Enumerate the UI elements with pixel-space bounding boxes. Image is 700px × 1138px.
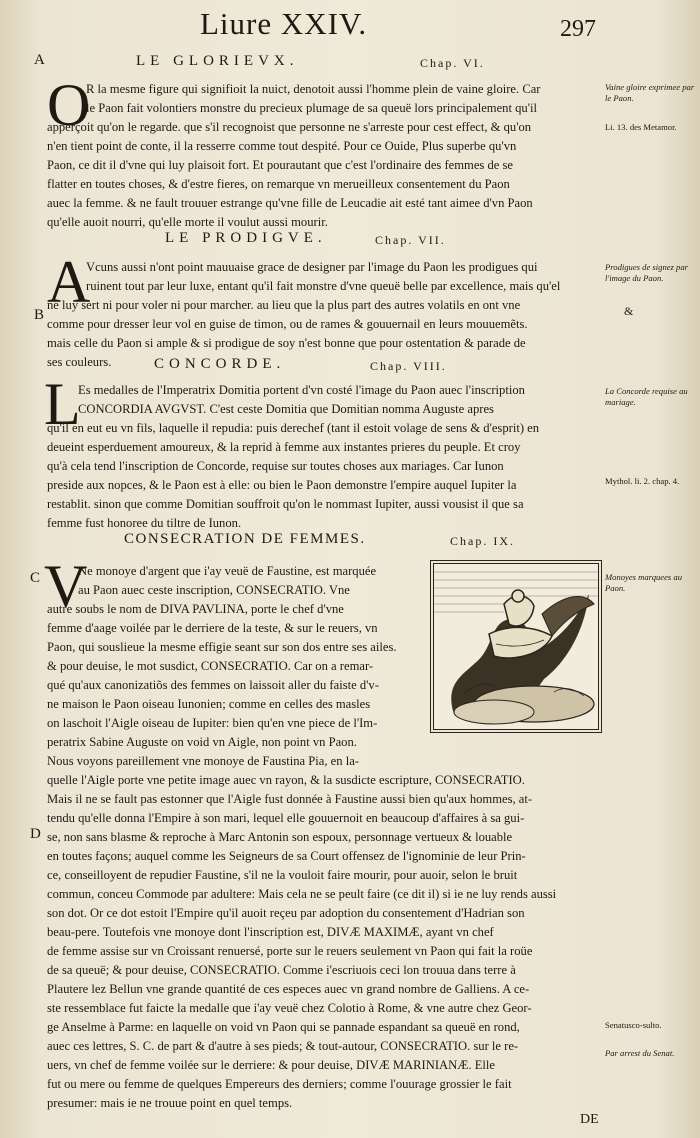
text-line: Ne monoye d'argent que i'ay veuë de Faustine, est marquée (78, 564, 377, 578)
marginal-note: Prodigues de signez par l'image du Paon. (605, 262, 688, 283)
text-line: ne maison le Paon oiseau Iunonien; comme en celles des masles (47, 697, 371, 711)
text-line: tendu qu'elle donna l'Empire à son mari, lequel elle gouuernoit en beaucoup d'affaires à sa gui- (47, 811, 525, 825)
text-line: presumer: mais ie ne trouue point en quel temps. (47, 1096, 293, 1110)
text-line: Es medalles de l'Imperatrix Domitia portent d'vn costé l'image du Paon auec l'inscription (78, 383, 525, 397)
text-line: qu'il en eut eu vn fils, laquelle il repudia: puis derechef (tant il estoit volage de sens & d'esprit) en (47, 421, 540, 435)
text-line: ses couleurs. (47, 355, 112, 369)
text-line: ste ressemblace fut faicte la medalle que i'ay veuë chez Colotio à Rome, & vne autre chez Geor- (47, 1001, 532, 1015)
text-line: ne luy sert ni pour voler ni pour marcher. au lieu que la plus part des autres volatils en ont vne (47, 298, 521, 312)
text-line: ruinent tout par leur luxe, entant qu'il fait monstre d'vne queuë belle par excellence, mais qu'el (86, 279, 561, 293)
peacock-woodcut-icon (434, 564, 598, 729)
drop-cap: O (47, 72, 91, 138)
text-line: Plautere lez Bellun vne grande quantité de ces especes auec vn grand nombre de Galliens. A ce- (47, 982, 530, 996)
text-line: commun, conceu Commode par adultere: Mais cela ne se peult faire (ce dit il) si ie ne luy rends aussi (47, 887, 557, 901)
text-line: ge Anselme à Parme: en laquelle on void vn Paon qui se pannade espandant sa queuë en rond, (47, 1020, 520, 1034)
text-line: & pour deuise, le mot susdict, CONSECRATIO. Car on a remar- (47, 659, 374, 673)
text-line: comme pour dresser leur vol en guise de timon, ou de rames & gouuernail en leurs mouuemẽts. (47, 317, 528, 331)
text-line: qué qu'aux canonizatiõs des femmes on laissoit aller du faiste d'v- (47, 678, 379, 692)
text-line: au Paon auec ceste inscription, CONSECRATIO. Vne (78, 583, 350, 597)
chapter-number: Chap. IX. (450, 534, 515, 548)
text-line: preside aux nopces, & le Paon est à elle: ou bien le Paon demonstre l'empire auquel Iupiter la (47, 478, 517, 492)
drop-cap: V (44, 553, 88, 619)
text-line: CONCORDIA AVGVST. C'est ceste Domitia que Domitian nomma Auguste apres (78, 402, 494, 416)
text-line: deueint esperduement amoureux, & la reprid à femme aux instantes prieres du peuple. Et croy (47, 440, 521, 454)
text-line: R la mesme figure qui signifioit la nuict, denotoit aussi l'homme plein de vaine gloire. Car (86, 82, 541, 96)
marginal-note: & (624, 304, 634, 318)
text-line: femme d'aage voilée par le derriere de la teste, & sur le reuers, vn (47, 621, 378, 635)
text-line: apperçoit qu'on le regarde. que s'il recognoist que personne ne s'arreste pour cest effect, & qu'on (47, 120, 532, 134)
book-title: Liure XXIV. (200, 6, 368, 41)
text-line: quelle l'Aigle porte vne petite image auec vn rayon, & la susdicte escripture, CONSECRATIO. (47, 773, 525, 787)
text-line: se, non sans blasme & reproche à Marc Antonin son espoux, personnage vertueux & louable (47, 830, 513, 844)
running-head (0, 6, 700, 44)
text-line: peratrix Sabine Auguste on void vn Aigle, non point vn Paon. (47, 735, 357, 749)
text-line: auec la femme. & ne fault trouuer estrange qu'vne fille de Leucadie ait esté tant aimee d'vn Paon (47, 196, 533, 210)
text-line: Vcuns aussi n'ont point mauuaise grace de designer par l'image du Paon les prodigues qui (86, 260, 538, 274)
text-line: en toutes façons; auquel comme les Seigneurs de sa Court offensez de l'ignominie de leur Prin- (47, 849, 526, 863)
section-title: CONSECRATION DE FEMMES. (124, 531, 366, 547)
text-line: son dot. Or ce dot estoit l'Empire qu'il auoit reçeu par adoption du consentement d'Hadrian son (47, 906, 525, 920)
margin-letter-b: B (34, 307, 45, 323)
text-line: ce, conseilloyent de repudier Faustine, s'il ne la vouloit faire mourir, pour auoir, selon le bruit (47, 868, 518, 882)
section-title: LE PRODIGVE. (165, 230, 327, 246)
marginal-note: Mythol. li. 2. chap. 4. (605, 476, 680, 486)
section-title: CONCORDE. (154, 356, 286, 372)
marginal-note: La Concorde requise au mariage. (605, 386, 688, 407)
text-line: autre soubs le nom de DIVA PAVLINA, porte le chef d'vne (47, 602, 344, 616)
text-line: Paon, ce dit il d'vne qui luy plaisoit fort. Et pourautant que c'est l'ordinaire des femmes de se (47, 158, 514, 172)
text-line: mais celle du Paon si ample & si prodigue de soy n'est bonne que pour ostentation & parade de (47, 336, 526, 350)
text-line: restablit. sinon que comme Domitian souffroit qu'on le nommast Iupiter, aussi vousist il que sa (47, 497, 524, 511)
text-line: uers, vn chef de femme voilée sur le derriere: & pour deuise, DIVÆ MARINIANÆ. Elle (47, 1058, 495, 1072)
text-line: Nous voyons pareillement vne monoye de Faustina Pia, en la- (47, 754, 359, 768)
woodcut-illustration (433, 563, 599, 730)
text-line: qu'elle auoit nourri, qu'elle morte il voulut aussi mourir. (47, 215, 328, 229)
drop-cap: A (47, 249, 91, 315)
catchword: DE (580, 1112, 599, 1127)
section-title: LE GLORIEVX. (136, 53, 299, 69)
chapter-number: Chap. VII. (375, 233, 446, 247)
marginal-note: Monoyes marquees au Paon. (605, 572, 683, 593)
text-line: qu'à cela tend l'inscription de Concorde, requise sur toutes choses aux mariages. Car Iunon (47, 459, 504, 473)
text-line: Mais il ne se fault pas estonner que l'Aigle fust donnée à Faustine aussi bien qu'aux hommes, at- (47, 792, 533, 806)
text-line: beau-pere. Toutefois vne monoye dont l'inscription est, DIVÆ MAXIMÆ, ayant vn chef (47, 925, 494, 939)
text-line: n'en tient point de conte, il la resserre comme tout despité. Pour ce Ouide, Plus superbe qu'vn (47, 139, 517, 153)
text-line: auec ces lettres, S. C. de part & d'autre à ses pieds; & tout-autour, CONSECRATIO. sur le re- (47, 1039, 519, 1053)
text-line: on laschoit l'Aigle oiseau de Iupiter: bien qu'en vne piece de l'Im- (47, 716, 378, 730)
text-line: de sa queuë; & pour deuise, CONSECRATIO. Comme i'escriuois ceci lon trouua dans terre à (47, 963, 516, 977)
marginal-note: Senatusco-sulto. (605, 1020, 662, 1030)
text-line: femme fust honoree du tiltre de Iunon. (47, 516, 242, 530)
drop-cap: L (44, 371, 81, 437)
text-line: de femme assise sur vn Croissant renuersé, porte sur le reuers seulement vn Paon qui fait la roüe (47, 944, 533, 958)
text-line: le Paon fait volontiers monstre du precieux plumage de sa queuë lors principalement qu'il (86, 101, 537, 115)
chapter-number: Chap. VIII. (370, 359, 447, 373)
margin-letter-d: D (30, 826, 41, 842)
text-line: Paon, qui souslieue la mesme effigie seant sur son dos entre ses ailes. (47, 640, 397, 654)
page-number: 297 (560, 16, 596, 42)
text-line: flatter en toutes choses, & d'estre fieres, on remarque vn merueilleux consentement du Paon (47, 177, 510, 191)
marginal-note: Li. 13. des Metamor. (605, 122, 677, 132)
margin-letter-c: C (30, 570, 41, 586)
chapter-number: Chap. VI. (420, 56, 485, 70)
text-line: fut ou mere ou femme de quelques Empereurs des derniers; comme l'ouurage grossier le fait (47, 1077, 512, 1091)
margin-letter-a: A (34, 52, 45, 68)
marginal-note: Par arrest du Senat. (605, 1048, 675, 1058)
marginal-note: Vaine gloire exprimee par le Paon. (605, 82, 695, 103)
